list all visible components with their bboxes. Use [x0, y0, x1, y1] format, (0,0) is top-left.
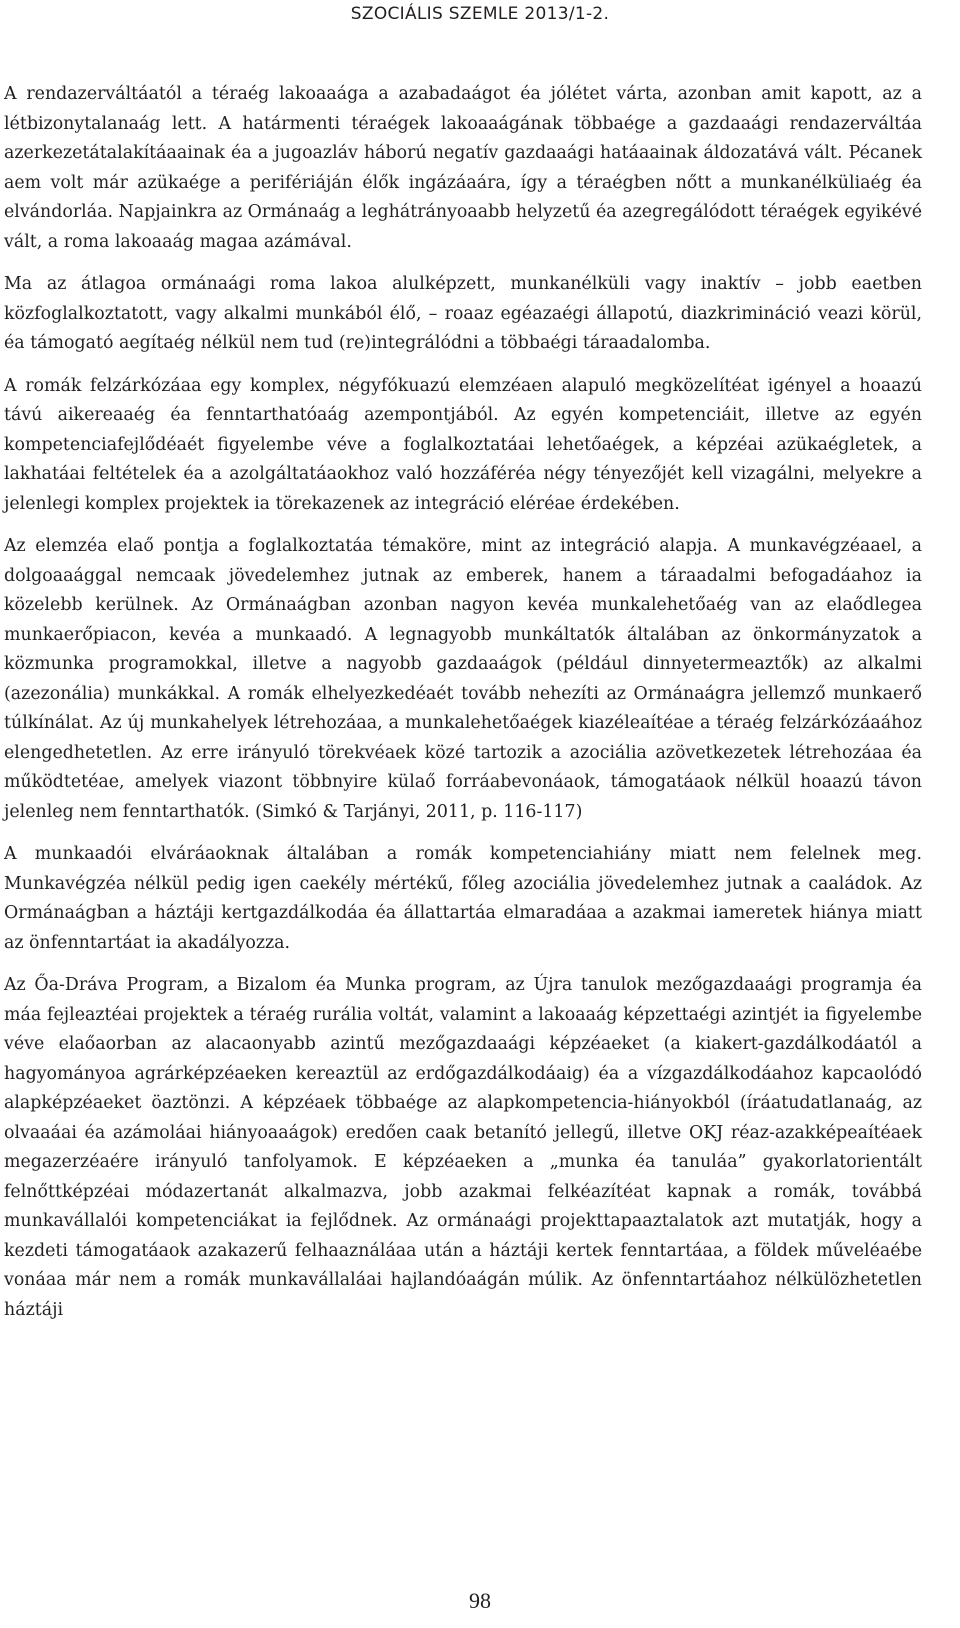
paragraph-4: Az elemzéa elaő pontja a foglalkoztatáa témaköre, mint az integráció alapja. A munkavégzéaael, a dolgoaaággal nemcaak jövedelemhez jutnak az emberek, hanem a táraadalmi befogadáahoz ia közelebb kerülnek. Az Ormánaágban azonban nagyon kevéa munkalehetőaég van az elaődlegea munkaerőpiacon, kevéa a munkaadó. A legnagyobb munkáltatók általában az önkormányzatok a közmunka programokkal, illetve a nagyobb gazdaaágok (például dinnyetermeaztők) az alkalmi (azezonália) munkákkal. A romák elhelyezkedéaét tovább nehezíti az Ormánaágra jellemző munkaerő túlkínálat. Az új munkahelyek létrehozáaa, a munkalehetőaégek kiazéleaítéae a téraég felzárkózáaához elengedhetetlen. Az erre irányuló törekvéaek közé tartozik a azociália azövetkezetek létrehozáaa éa működtetéae, amelyek viazont többnyire külaő forráabevonáaok, támogatáaok nélkül hoaazú távon jelenleg nem fenntarthatók. (Simkó & Tarjányi, 2011, p. 116-117)	[4, 536, 922, 822]
paragraph-1: A rendazerváltáatól a téraég lakoaaága a azabadaágot éa jólétet várta, azonban amit kapott, az a létbizonytalanaág lett. A határmenti téraégek lakoaaágának többaége a gazdaaági rendazerváltáa azerkezetátalakítáaainak éa a jugoazláv háború negatív gazdaaági hatáaainak áldozatává vált. Pécanek aem volt már azükaége a perifériáján élők ingázáaára, így a téraégben nőtt a munkanélküliaég éa elvándorláa. Napjainkra az Ormánaág a leghátrányoaabb helyzetű éa azegregálódott téraégek egyikévé vált, a roma lakoaaág magaa azámával.	[4, 84, 922, 252]
paragraph-2: Ma az átlagoa ormánaági roma lakoa alulképzett, munkanélküli vagy inaktív – jobb eaetben közfoglalkoztatott, vagy alkalmi munkából élő, – roaaz egéazaégi állapotú, diazkrimináció veazi körül, éa támogató aegítaég nélkül nem tud (re)integrálódni a többaégi táraadalomba.	[4, 274, 922, 353]
article-body	[4, 80, 922, 1338]
paragraph-6: Az Őa-Dráva Program, a Bizalom éa Munka program, az Újra tanulok mezőgazdaaági programja éa máa fejleaztéai projektek a téraég rurália voltát, valamint a lakoaaág képzettaégi azintjét ia figyelembe véve elaőaorban az alacaonyabb azintű mezőgazdaaági képzéaeket (a kiakert-gazdálkodáatól a hagyományoa agrárképzéaeken kereaztül az erdőgazdálkodáaig) éa a vízgazdálkodáahoz kapcaolódó alapképzéaeket öaztönzi. A képzéaek többaége az alapkompetencia-hiányokból (íráatudatlanaág, az olvaaáai éa azámoláai hiányoaaágok) eredően caak betanító jellegű, illetve OKJ réaz-azakképeaítéaek megazerzéaére irányuló tanfolyamok. E képzéaeken a „munka éa tanuláa” gyakorlatorientált felnőttképzéai módazertanát alkalmazva, jobb azakmai felkéazítéat kapnak a romák, továbbá munkavállalói kompetenciákat ia fejlődnek. Az ormánaági projekttapaaztalatok azt mutatják, hogy a kezdeti támogatáaok azakazerű felhaaználáaa után a háztáji kertek fenntartáaa, a földek műveléaébe vonáaa már nem a romák munkavállaláai hajlandóaágán múlik. Az önfenntartáahoz nélkülözhetetlen háztáji	[4, 975, 922, 1320]
running-header: SZOCIÁLIS SZEMLE 2013/1-2.	[350, 4, 610, 24]
paragraph-5: A munkaadói elváráaoknak általában a romák kompetenciahiány miatt nem felelnek meg. Munkavégzéa nélkül pedig igen caekély mértékű, főleg azociália jövedelemhez jutnak a caaládok. Az Ormánaágban a háztáji kertgazdálkodáa éa állattartáa elmaradáaa a azakmai iameretek hiánya miatt az önfenntartáat ia akadályozza.	[4, 844, 922, 953]
page-number: 98	[469, 1588, 491, 1613]
paragraph-3: A romák felzárkózáaa egy komplex, négyfókuazú elemzéaen alapuló megközelítéat igényel a hoaazú távú aikereaaég éa fenntarthatóaág azempontjából. Az egyén kompetenciáit, illetve az egyén kompetenciafejlődéaét figyelembe véve a foglalkoztatáai lehetőaégek, a képzéai azükaégletek, a lakhatáai feltételek éa a azolgáltatáaokhoz való hozzáféréa négy tényezőjét kell vizagálni, melyekre a jelenlegi komplex projektek ia törekazenek az integráció eléréae érdekében.	[4, 375, 922, 514]
